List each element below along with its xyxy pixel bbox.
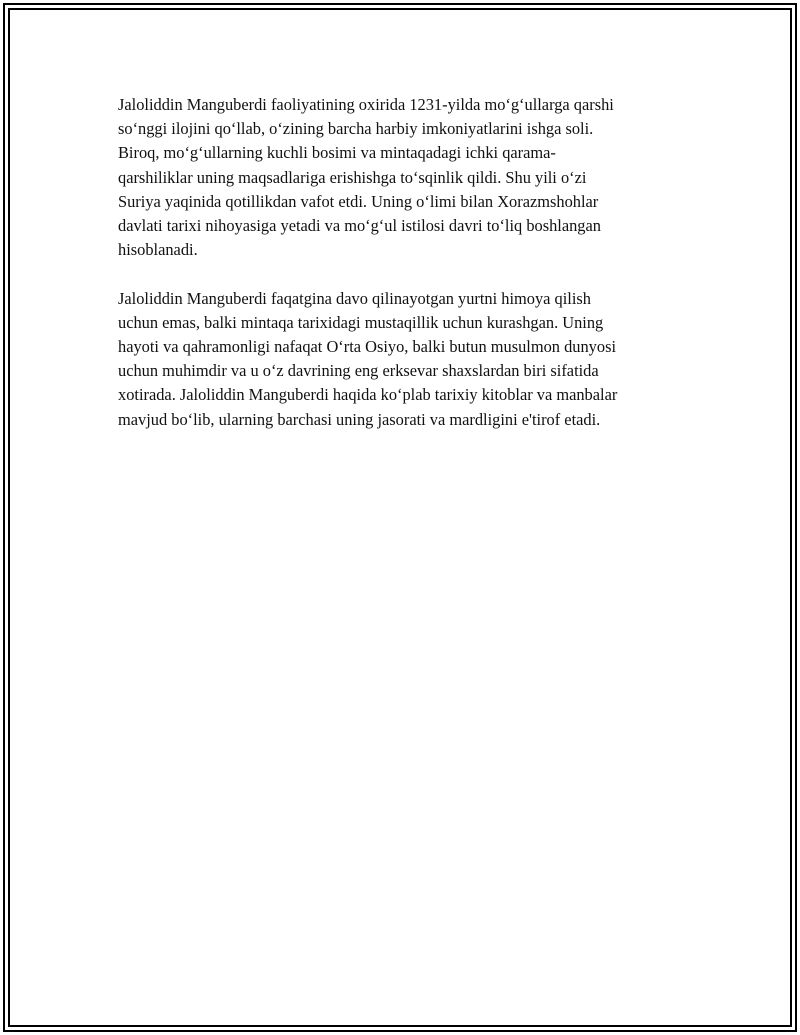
paragraph-1 xyxy=(118,93,688,262)
text-line: Jaloliddin Manguberdi faqatgina davo qilinayotgan yurtni himoya qilish xyxy=(118,288,591,308)
text-line: xotirada. Jaloliddin Manguberdi haqida ko‘plab tarixiy kitoblar va manbalar xyxy=(118,385,618,405)
text-line: Biroq, mo‘g‘ullarning kuchli bosimi va mintaqadagi ichki qarama- xyxy=(118,143,556,163)
text-line: mavjud bo‘lib, ularning barchasi uning jasorati va mardligini e'tirof etadi. xyxy=(118,409,601,429)
document-body xyxy=(118,93,688,456)
text-line: hisoblanadi. xyxy=(118,240,198,260)
text-line: Suriya yaqinida qotillikdan vafot etdi. Uning o‘limi bilan Xorazmshohlar xyxy=(118,191,599,211)
text-line: uchun emas, balki mintaqa tarixidagi mustaqillik uchun kurashgan. Uning xyxy=(118,312,604,332)
paragraph-2 xyxy=(118,287,688,432)
text-line: so‘nggi ilojini qo‘llab, o‘zining barcha harbiy imkoniyatlarini ishga soli. xyxy=(118,119,594,139)
text-line: davlati tarixi nihoyasiga yetadi va mo‘g‘ul istilosi davri to‘liq boshlangan xyxy=(118,216,601,236)
text-line: hayoti va qahramonligi nafaqat O‘rta Osiyo, balki butun musulmon dunyosi xyxy=(118,337,617,357)
text-line: Jaloliddin Manguberdi faoliyatining oxirida 1231-yilda mo‘g‘ullarga qarshi xyxy=(118,95,614,114)
text-line: qarshiliklar uning maqsadlariga erishishga to‘sqinlik qildi. Shu yili o‘zi xyxy=(118,167,587,187)
text-line: uchun muhimdir va u o‘z davrining eng erksevar shaxslardan biri sifatida xyxy=(118,361,599,381)
